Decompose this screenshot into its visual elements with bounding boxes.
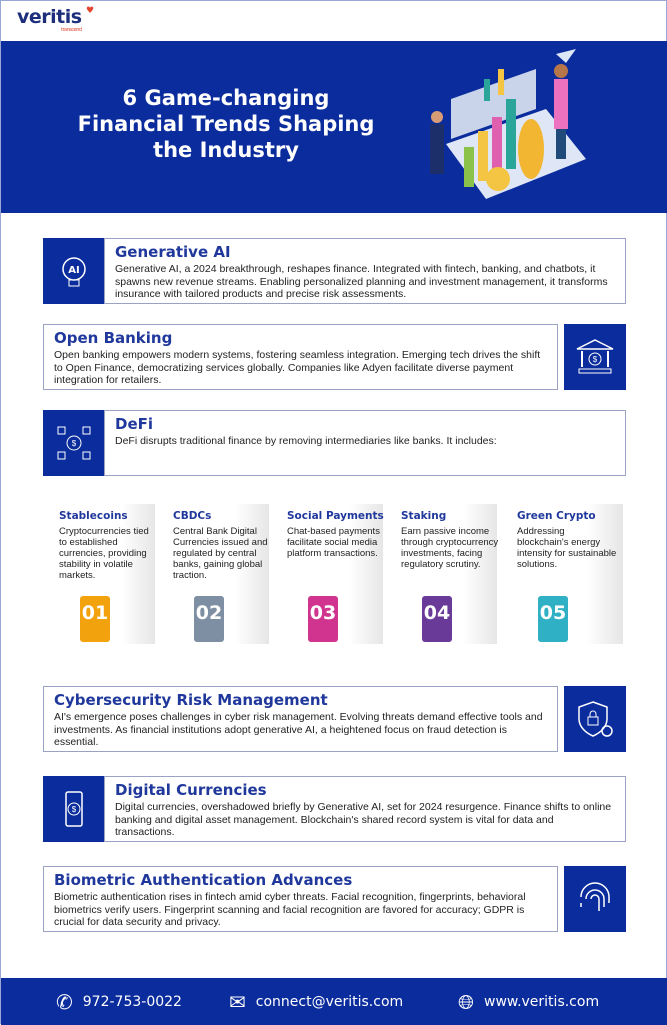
defi-item-text: Chat-based payments facilitate social media platform transactions. (287, 526, 380, 559)
defi-item-title: CBDCs (173, 510, 212, 522)
veritis-logo[interactable] (17, 7, 94, 33)
footer-phone[interactable] (56, 990, 182, 1014)
defi-item-text: Addressing blockchain's energy intensity for sustainable solutions. (517, 526, 617, 570)
phone-icon: ✆ (56, 989, 73, 1014)
mail-icon: ✉ (229, 989, 246, 1014)
defi-item-number: 05 (538, 596, 568, 642)
brand-tagline: transcend (61, 27, 82, 33)
defi-item-number: 04 (422, 596, 452, 642)
fingerprint-icon (564, 866, 626, 932)
hero-banner (1, 41, 667, 213)
defi-item-title: Stablecoins (59, 510, 128, 522)
section-title: DeFi (115, 415, 154, 433)
phone-number: 972-753-0022 (82, 993, 182, 1010)
defi-item-title: Green Crypto (517, 510, 596, 522)
footer-email[interactable] (229, 990, 403, 1014)
defi-item-text: Cryptocurrencies tied to established currencies, providing stability in volatile markets. (59, 526, 149, 581)
defi-item-social-payments (271, 504, 383, 644)
section-defi (104, 410, 626, 476)
section-text: Digital currencies, overshadowed briefly by Generative AI, set for 2024 resurgence. Finance shifts to online banking and digital asset management. Blockchain's shared record system is vital for data and transactions. (115, 801, 612, 838)
defi-item-title: Social Payments (287, 510, 384, 522)
digital-currency-phone-icon (43, 776, 105, 842)
globe-icon: 🌐︎ (458, 989, 474, 1014)
defi-item-number: 01 (80, 596, 110, 642)
section-title: Digital Currencies (115, 781, 267, 799)
footer-website[interactable] (458, 990, 599, 1014)
section-text: DeFi disrupts traditional finance by removing intermediaries like banks. It includes: (115, 435, 497, 447)
section-text: AI's emergence poses challenges in cyber risk management. Evolving threats demand effective tools and investments. As financial institutions adopt generative AI, a heightened focus on fraud detection is essential. (54, 711, 543, 748)
section-title: Open Banking (54, 329, 173, 347)
section-title: Biometric Authentication Advances (54, 871, 353, 889)
defi-item-number: 02 (194, 596, 224, 642)
shield-lock-icon (564, 686, 626, 752)
svg-text:AI: AI (68, 265, 80, 276)
section-generative-ai (104, 238, 626, 304)
section-text: Generative AI, a 2024 breakthrough, reshapes finance. Integrated with fintech, banking, and chatbots, it spawns new revenue streams. Enabling personalized planning and investment management, it transforms insurance with tailored products and precise risk assessments. (115, 263, 608, 300)
page-title: 6 Game-changing Financial Trends Shaping the Industry (77, 86, 375, 162)
section-digital-currencies (104, 776, 626, 842)
section-text: Open banking empowers modern systems, fostering seamless integration. Emerging tech drives the shift to Open Finance, democratizing services globally. Companies like Adyen facilitate diverse payment integration for retailers. (54, 349, 541, 386)
brand-name: veritis (17, 6, 82, 28)
email-address: connect@veritis.com (255, 993, 404, 1010)
svg-text:$: $ (71, 439, 77, 448)
defi-item-text: Earn passive income through cryptocurrency investments, facing regulatory scrutiny. (401, 526, 499, 570)
section-biometric-authentication (43, 866, 558, 932)
generative-ai-icon (43, 238, 105, 304)
svg-text:$: $ (71, 805, 77, 814)
section-open-banking (43, 324, 558, 390)
svg-text:$: $ (592, 355, 598, 364)
defi-item-title: Staking (401, 510, 447, 522)
bank-icon (564, 324, 626, 390)
section-title: Generative AI (115, 243, 231, 261)
finance-growth-illustration (426, 49, 596, 209)
section-title: Cybersecurity Risk Management (54, 691, 328, 709)
defi-item-stablecoins (43, 504, 155, 644)
section-text: Biometric authentication rises in fintech amid cyber threats. Facial recognition, fingerprints, behavioral biometrics verify users. Fingerprint scanning and facial recognition are favored for accuracy; GDPR is crucial for data security and privacy. (54, 891, 526, 928)
defi-item-staking (385, 504, 497, 644)
website-link: www.veritis.com (484, 993, 600, 1010)
defi-item-number: 03 (308, 596, 338, 642)
defi-item-text: Central Bank Digital Currencies issued and regulated by central banks, gaining global traction. (173, 526, 268, 581)
defi-item-cbdcs (157, 504, 269, 644)
defi-network-icon (43, 410, 105, 476)
defi-item-green-crypto (501, 504, 623, 644)
logo-mark-icon: ♥ (85, 6, 94, 16)
section-cybersecurity (43, 686, 558, 752)
contact-footer (1, 978, 667, 1025)
